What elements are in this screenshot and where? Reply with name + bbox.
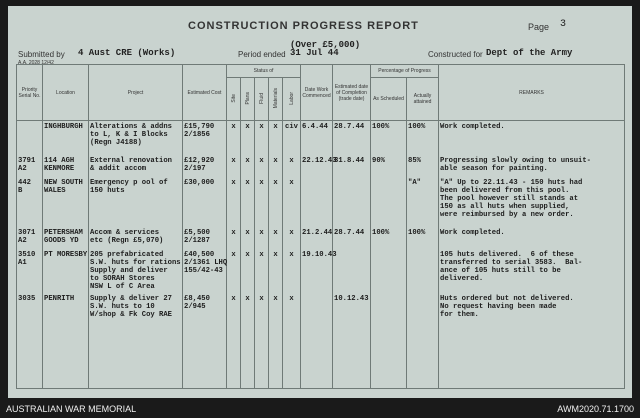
labor-cell: x	[283, 155, 301, 177]
location-cell: INGHBURGH	[43, 121, 89, 155]
page-label: Page	[528, 22, 550, 32]
archive-reference: AWM2020.71.1700	[557, 404, 634, 414]
date-cell: 19.10.43	[301, 249, 333, 293]
fluid-cell: x	[255, 177, 269, 227]
site-cell: x	[227, 249, 241, 293]
labor-cell: x	[283, 293, 301, 389]
date-cell: 21.2.44	[301, 227, 333, 249]
col-status-of: Status of	[227, 65, 301, 78]
serial-cell: 3071 A2	[17, 227, 43, 249]
fluid-cell: x	[255, 227, 269, 249]
col-plans: Plans	[241, 78, 255, 121]
fluid-cell: x	[255, 249, 269, 293]
labor-cell: x	[283, 177, 301, 227]
plans-cell: x	[241, 249, 255, 293]
labor-cell: civ	[283, 121, 301, 155]
col-site: Site	[227, 78, 241, 121]
completion-cell: 31.8.44	[333, 155, 371, 177]
project-cell: Supply & deliver 27 S.W. huts to 10 W/shop & Fk Coy RAE	[89, 293, 183, 389]
page-title: CONSTRUCTION PROGRESS REPORT	[188, 20, 419, 32]
table-row	[17, 155, 625, 177]
project-cell: 205 prefabricated S.W. huts for rations Supply and deliver to SORAH Stores NSW L of C Area	[90, 250, 181, 291]
period-value: 31 Jul 44	[290, 48, 339, 58]
remarks-cell: 105 huts delivered. 6 of these transferred to serial 3583. Bal- ance of 105 huts still to be delivered.	[439, 249, 625, 293]
completion-cell: 28.7.44	[333, 121, 371, 155]
location-cell: NEW SOUTH WALES	[43, 177, 89, 227]
col-location: Location	[43, 65, 89, 121]
constructed-label: Constructed for	[428, 50, 483, 59]
actual-cell: 100%	[407, 121, 439, 155]
col-materials: Materials	[269, 78, 283, 121]
fluid-cell: x	[255, 155, 269, 177]
archive-credit: AUSTRALIAN WAR MEMORIAL	[6, 404, 137, 414]
materials-cell: x	[269, 293, 283, 389]
serial-cell: 3035	[17, 293, 43, 389]
plans-cell: x	[241, 177, 255, 227]
submitted-value: 4 Aust CRE (Works)	[78, 48, 176, 58]
remarks-cell: Huts ordered but not delivered. No request having been made for them.	[439, 293, 625, 389]
scheduled-cell: 100%	[371, 121, 407, 155]
serial-cell: 442 B	[17, 177, 43, 227]
col-fluid: Fluid	[255, 78, 269, 121]
progress-table	[16, 64, 625, 389]
over-note: (Over £5,000)	[290, 40, 361, 50]
remarks-cell: Work completed.	[439, 121, 625, 155]
date-cell	[301, 293, 333, 389]
site-cell: x	[227, 293, 241, 389]
report-sheet	[8, 6, 632, 398]
plans-cell: x	[241, 155, 255, 177]
page-number: 3	[560, 19, 567, 30]
site-cell: x	[227, 227, 241, 249]
fluid-cell: x	[255, 293, 269, 389]
col-actual: Actually attained	[407, 78, 439, 121]
col-as-scheduled: As Scheduled	[371, 78, 407, 121]
table-row	[17, 121, 625, 155]
actual-cell: 100%	[407, 227, 439, 249]
col-priority: Priority Serial No.	[17, 65, 43, 121]
fluid-cell: x	[255, 121, 269, 155]
col-project: Project	[89, 65, 183, 121]
table-row	[17, 177, 625, 227]
actual-cell	[407, 293, 439, 389]
date-cell	[301, 177, 333, 227]
serial-cell	[17, 121, 43, 155]
site-cell: x	[227, 121, 241, 155]
scheduled-cell: 100%	[371, 227, 407, 249]
location-cell: PT MORESBY	[43, 249, 89, 293]
cost-cell: £15,790 2/1856	[183, 121, 227, 155]
site-cell: x	[227, 155, 241, 177]
col-est-completion: Estimated date of Completion (trade date)	[333, 65, 371, 121]
date-cell: 6.4.44	[301, 121, 333, 155]
actual-cell	[407, 249, 439, 293]
remarks-cell: Progressing slowly owing to unsuit- able season for painting.	[439, 155, 625, 177]
serial-cell: 3510 A1	[17, 249, 43, 293]
project-cell: Alterations & addns to L, K & I Blocks (Regn J4188)	[89, 121, 183, 155]
constructed-value: Dept of the Army	[486, 48, 573, 58]
scheduled-cell	[371, 293, 407, 389]
project-cell: Accom & services etc (Regn £5,070)	[89, 227, 183, 249]
materials-cell: x	[269, 227, 283, 249]
col-date-commenced: Date Work Commenced	[301, 65, 333, 121]
table-row	[17, 227, 625, 249]
labor-cell: x	[283, 249, 301, 293]
completion-cell: 10.12.43	[333, 293, 371, 389]
materials-cell: x	[269, 121, 283, 155]
location-cell: PENRITH	[43, 293, 89, 389]
col-estimated-cost: Estimated Cost	[183, 65, 227, 121]
materials-cell: x	[269, 177, 283, 227]
labor-cell: x	[283, 227, 301, 249]
materials-cell: x	[269, 155, 283, 177]
plans-cell: x	[241, 121, 255, 155]
site-cell: x	[227, 177, 241, 227]
project-cell: Emergency p ool of 150 huts	[89, 177, 183, 227]
project-cell: External renovation & addit accom	[89, 155, 183, 177]
remarks-cell: Work completed.	[439, 227, 625, 249]
materials-cell: x	[269, 249, 283, 293]
scheduled-cell	[371, 249, 407, 293]
plans-cell: x	[241, 293, 255, 389]
form-code: A.A. 2028 12/42	[18, 60, 54, 66]
completion-cell: 28.7.44	[333, 227, 371, 249]
cost-cell: £12,920 2/197	[183, 155, 227, 177]
period-label: Period ended	[238, 50, 286, 59]
cost-cell: £40,500 2/1361 LHQ 155/42-43	[183, 249, 227, 293]
scheduled-cell	[371, 177, 407, 227]
plans-cell: x	[241, 227, 255, 249]
cost-cell: £30,000	[183, 177, 227, 227]
table-row	[17, 249, 625, 293]
remarks-cell: "A" Up to 22.11.43 - 150 huts had been delivered from this pool. The pool however still stands at 150 as all huts when supplied, were reimbursed by a new order.	[439, 177, 625, 227]
completion-cell	[333, 177, 371, 227]
table-row	[17, 293, 625, 389]
serial-cell: 3791 A2	[17, 155, 43, 177]
submitted-label: Submitted by	[18, 50, 65, 59]
col-percentage: Percentage of Progress	[371, 65, 439, 78]
col-labor: Labor	[283, 78, 301, 121]
location-cell: 114 AGH KENMORE	[43, 155, 89, 177]
actual-cell: 85%	[407, 155, 439, 177]
scheduled-cell: 90%	[371, 155, 407, 177]
col-remarks: REMARKS	[439, 65, 625, 121]
actual-cell: "A"	[407, 177, 439, 227]
date-cell: 22.12.43	[301, 155, 333, 177]
cost-cell: £8,450 2/945	[183, 293, 227, 389]
completion-cell	[333, 249, 371, 293]
cost-cell: £5,500 2/1287	[183, 227, 227, 249]
location-cell: PETERSHAM GOODS YD	[43, 227, 89, 249]
